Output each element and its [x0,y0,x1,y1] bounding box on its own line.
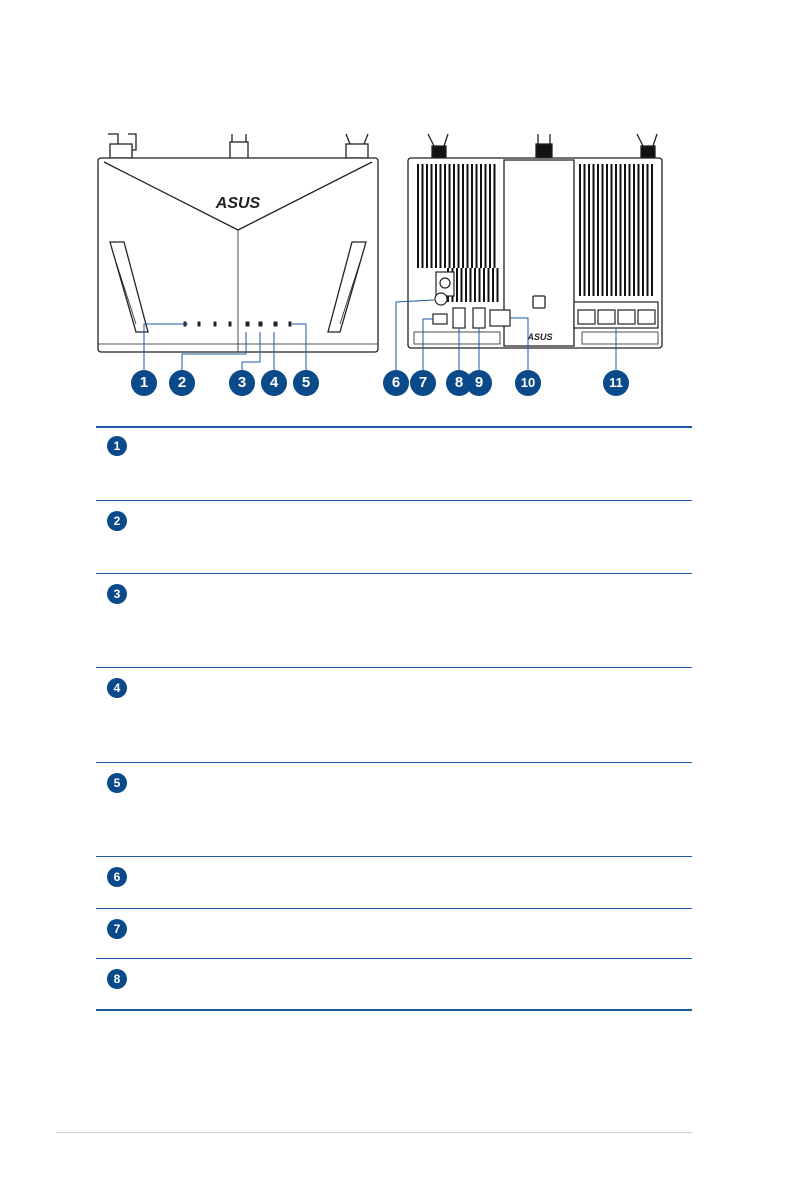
callout-11: 11 [603,370,629,396]
antenna-front-middle [230,134,248,160]
legend-row-text [140,573,692,667]
callout-6: 6 [383,370,409,396]
legend-number-badge: 4 [107,678,127,698]
lan-port-2 [598,310,615,324]
legend-number-badge: 5 [107,773,127,793]
legend-row [96,958,692,1010]
antenna-front-right [346,134,368,158]
back-brand-logo: ASUS [527,332,553,342]
legend-row [96,908,692,958]
legend-row-text [140,856,692,908]
usb-port-1 [453,308,465,328]
legend-number-badge: 1 [107,436,127,456]
dc-in-icon [433,314,447,324]
legend-row [96,762,692,856]
legend-row [96,426,692,500]
lan-port-1 [578,310,595,324]
antenna-front-left [108,134,136,158]
legend-row-text [140,500,692,573]
router-illustration [96,132,696,402]
legend-number-badge: 7 [107,919,127,939]
legend-number-badge: 2 [107,511,127,531]
legend-row [96,856,692,908]
callout-1: 1 [131,370,157,396]
legend-row-text [140,958,692,1010]
legend-row-text [140,762,692,856]
legend-row [96,667,692,762]
power-switch-icon [440,278,450,288]
router-front-view [98,134,378,352]
port-legend-table [96,426,692,1011]
legend-number-badge: 8 [107,969,127,989]
callout-10: 10 [515,370,541,396]
usb-port-2 [473,308,485,328]
legend-row [96,500,692,573]
lan-port-4 [638,310,655,324]
callout-3: 3 [229,370,255,396]
lan-port-3 [618,310,635,324]
front-brand-logo: ASUS [215,195,261,212]
callout-2: 2 [169,370,195,396]
callout-9: 9 [466,370,492,396]
wan-port [490,310,510,326]
legend-number-badge: 3 [107,584,127,604]
legend-number-badge: 6 [107,867,127,887]
legend-row-text [140,908,692,958]
callout-8: 8 [446,370,472,396]
legend-row [96,573,692,667]
callout-4: 4 [261,370,287,396]
legend-row-text [140,667,692,762]
callout-5: 5 [293,370,319,396]
callout-7: 7 [410,370,436,396]
reset-button-icon [435,293,447,305]
footer-rule [56,1132,692,1133]
legend-row-text [140,426,692,500]
